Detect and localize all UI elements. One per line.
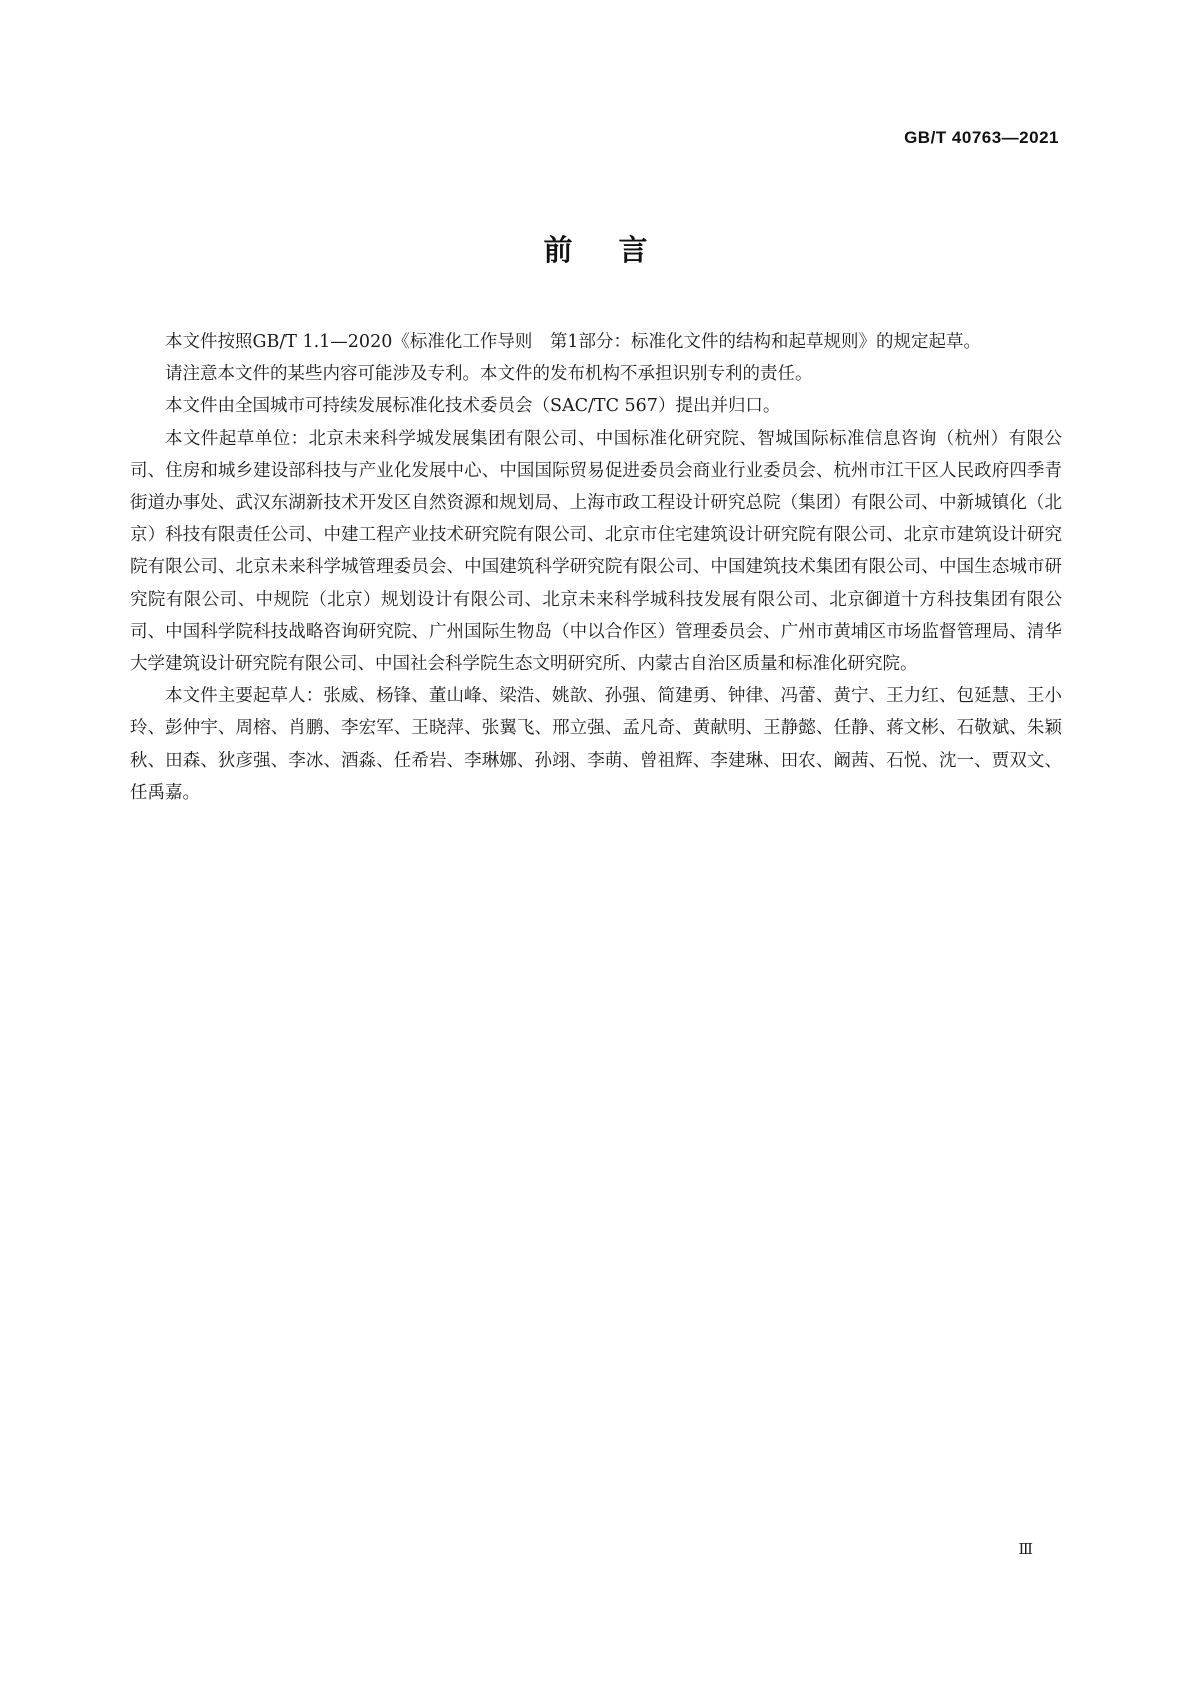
page-number: Ⅲ	[1018, 1542, 1033, 1558]
paragraph-proposer: 本文件由全国城市可持续发展标准化技术委员会（SAC/TC 567）提出并归口。	[165, 396, 781, 417]
foreword-body	[130, 326, 1062, 809]
paragraph-drafting-rules: 本文件按照GB/T 1.1—2020《标准化工作导则 第1部分：标准化文件的结构和起草规则》的规定起草。	[165, 332, 981, 352]
paragraph-drafting-organizations: 本文件起草单位：北京未来科学城发展集团有限公司、中国标准化研究院、智城国际标准信息咨询（杭州）有限公司、住房和城乡建设部科技与产业化发展中心、中国国际贸易促进委员会商业行业委员会、杭州市江干区人民政府四季青街道办事处、武汉东湖新技术开发区自然资源和规划局、上海市政工程设计研究总院（集团）有限公司、中新城镇化（北京）科技有限责任公司、中建工程产业技术研究院有限公司、北京市住宅建筑设计研究院有限公司、北京市建筑设计研究院有限公司、北京未来科学城管理委员会、中国建筑科学研究院有限公司、中国建筑技术集团有限公司、中国生态城市研究院有限公司、中规院（北京）规划设计有限公司、北京未来科学城科技发展有限公司、北京御道十方科技集团有限公司、中国科学院科技战略咨询研究院、广州国际生物岛（中以合作区）管理委员会、广州市黄埔区市场监督管理局、清华大学建筑设计研究院有限公司、中国社会科学院生态文明研究所、内蒙古自治区质量和标准化研究院。	[130, 428, 1062, 675]
standard-number: GB/T 40763—2021	[904, 128, 1059, 147]
paragraph-main-drafters: 本文件主要起草人：张威、杨锋、董山峰、梁浩、姚歆、孙强、简建勇、钟律、冯蕾、黄宁、王力红、包延慧、王小玲、彭仲宇、周榕、肖鹏、李宏军、王晓萍、张翼飞、邢立强、孟凡奇、黄献明、王静懿、任静、蒋文彬、石敬斌、朱颖秋、田森、狄彦强、李冰、酒淼、任希岩、李琳娜、孙翊、李萌、曾祖辉、李建琳、田农、阚茜、石悦、沈一、贾双文、任禹嘉。	[130, 686, 1062, 803]
paragraph-patent-notice: 请注意本文件的某些内容可能涉及专利。本文件的发布机构不承担识别专利的责任。	[165, 364, 813, 385]
page-title: 前言	[543, 233, 694, 267]
